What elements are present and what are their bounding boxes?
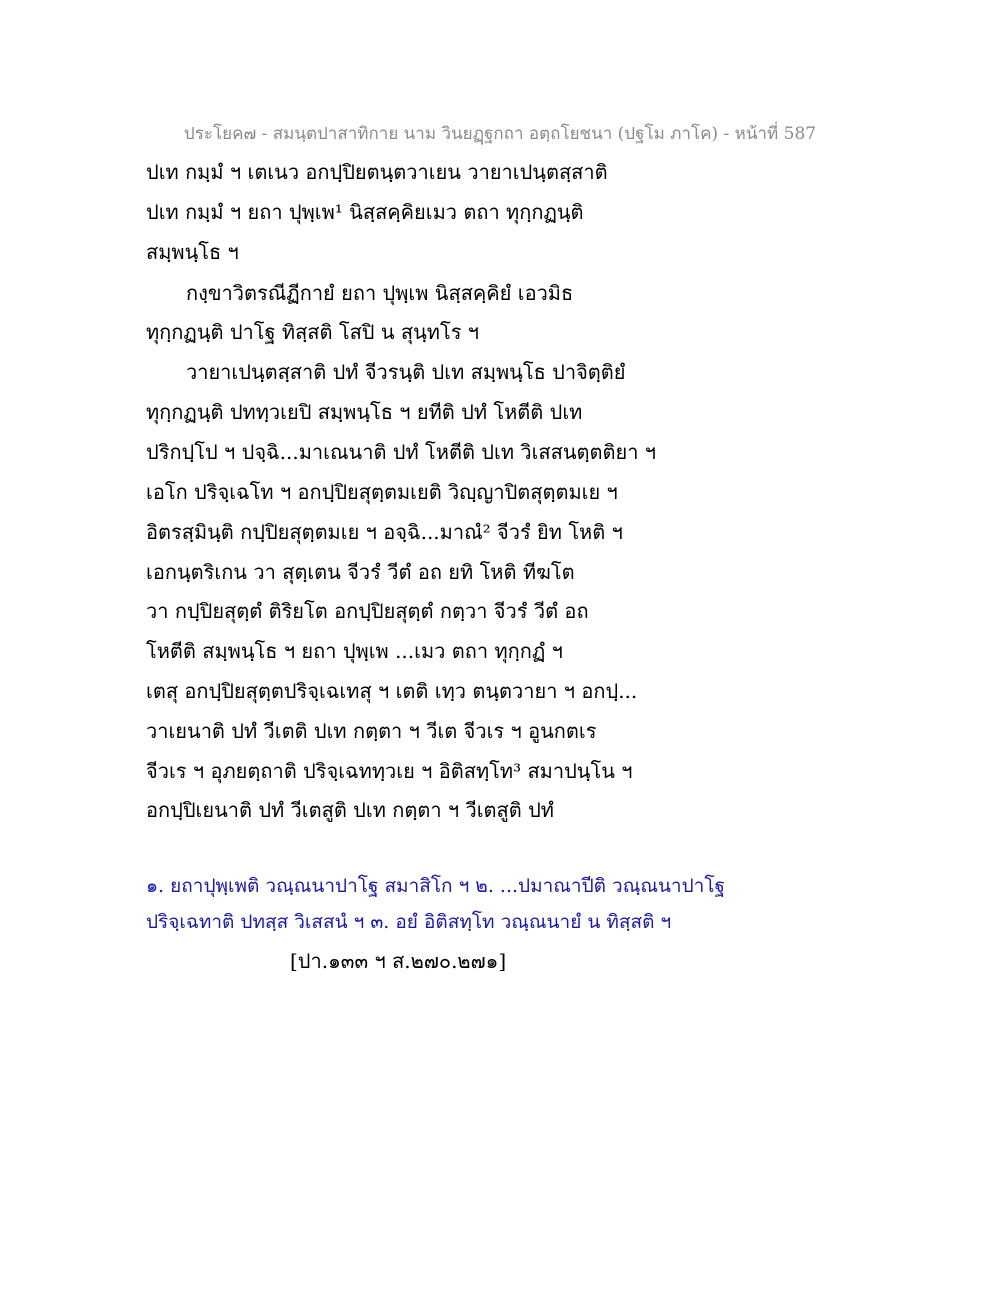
body-line: อิตรสฺมินฺติ กปฺปิยสุตฺตมเย ฯ อจฺฉิ...มาณํ² จีวรํ ยิท โหติ ฯ	[146, 520, 623, 544]
body-line: วายาเปนฺตสฺสาติ ปทํ จีวรนฺติ ปเท สมฺพนฺโธ ปาจิตฺติยํ	[186, 360, 626, 384]
body-line: ปเท กมฺมํ ฯ เตเนว อกปฺปิยตนฺตวาเยน วายาเปนฺตสฺสาติ	[146, 160, 608, 184]
body-line: วา กปฺปิยสุตฺตํ ติริยโต อกปฺปิยสุตฺตํ กตฺวา จีวรํ วีตํ อถ	[146, 599, 589, 623]
body-line: ปริกปฺโป ฯ ปจฺฉิ...มาเณนาติ ปทํ โหตีติ ปเท วิเสสนตฺตติยา ฯ	[146, 440, 657, 464]
footnote-line: ๑. ยถาปุพฺเพติ วณฺณนาปาโฐ สมาสิโก ฯ ๒. ...ปมาณาปีติ วณฺณนาปาโฐ	[146, 875, 726, 897]
body-line: โหตีติ สมฺพนฺโธ ฯ ยถา ปุพฺเพ ...เมว ตถา ทุกฺกฏํ ฯ	[146, 639, 563, 663]
body-line: ปเท กมฺมํ ฯ ยถา ปุพฺเพ¹ นิสฺสคฺคิยเมว ตถา ทุกฺกฏนฺติ	[146, 200, 584, 224]
page-reference: [ปา.๑๓๓ ฯ ส.๒๗๐.๒๗๑]	[290, 949, 507, 973]
body-line: จีวเร ฯ อุภยตฺถาติ ปริจฺเฉททฺวเย ฯ อิติสทฺโท³ สมาปนฺโน ฯ	[146, 759, 633, 783]
body-line: เอกนฺตริเกน วา สุตฺเตน จีวรํ วีตํ อถ ยทิ โหติ ทีฆโต	[146, 560, 575, 584]
body-line: ทุกฺกฏนฺติ ปททฺวเยปิ สมฺพนฺโธ ฯ ยทีติ ปทํ โหตีติ ปเท	[146, 400, 583, 424]
footnote-line: ปริจฺเฉทาติ ปทสฺส วิเสสนํ ฯ ๓. อยํ อิติสทฺโท วณฺณนายํ น ทิสฺสติ ฯ	[146, 911, 672, 933]
body-line: เตสุ อกปฺปิยสุตฺตปริจฺเฉเทสุ ฯ เตติ เทฺว ตนฺตวายา ฯ อกปฺ...	[146, 679, 638, 703]
body-line: ทุกฺกฏนฺติ ปาโฐ ทิสฺสติ โสปิ น สุนฺทโร ฯ	[146, 320, 480, 344]
body-line: อกปฺปิเยนาติ ปทํ วีเตสูติ ปเท กตฺตา ฯ วีเตสูติ ปทํ	[146, 798, 554, 822]
body-line: วาเยนาติ ปทํ วีเตติ ปเท กตฺตา ฯ วีเต จีวเร ฯ อูนกตเร	[146, 719, 597, 743]
body-line: กงฺขาวิตรณีฏีกายํ ยถา ปุพฺเพ นิสฺสคฺคิยํ เอวมิธ	[186, 281, 574, 305]
running-header: ประโยค๗ - สมนฺตปาสาทิกาย นาม วินยฏฺฐกถา อตฺถโยชนา (ปฐโม ภาโค) - หน้าที่ 587	[183, 124, 817, 144]
body-line: สมฺพนฺโธ ฯ	[146, 240, 239, 264]
body-line: เอโก ปริจฺเฉโท ฯ อกปฺปิยสุตฺตมเยติ วิญฺญาปิตสุตฺตมเย ฯ	[146, 480, 618, 504]
